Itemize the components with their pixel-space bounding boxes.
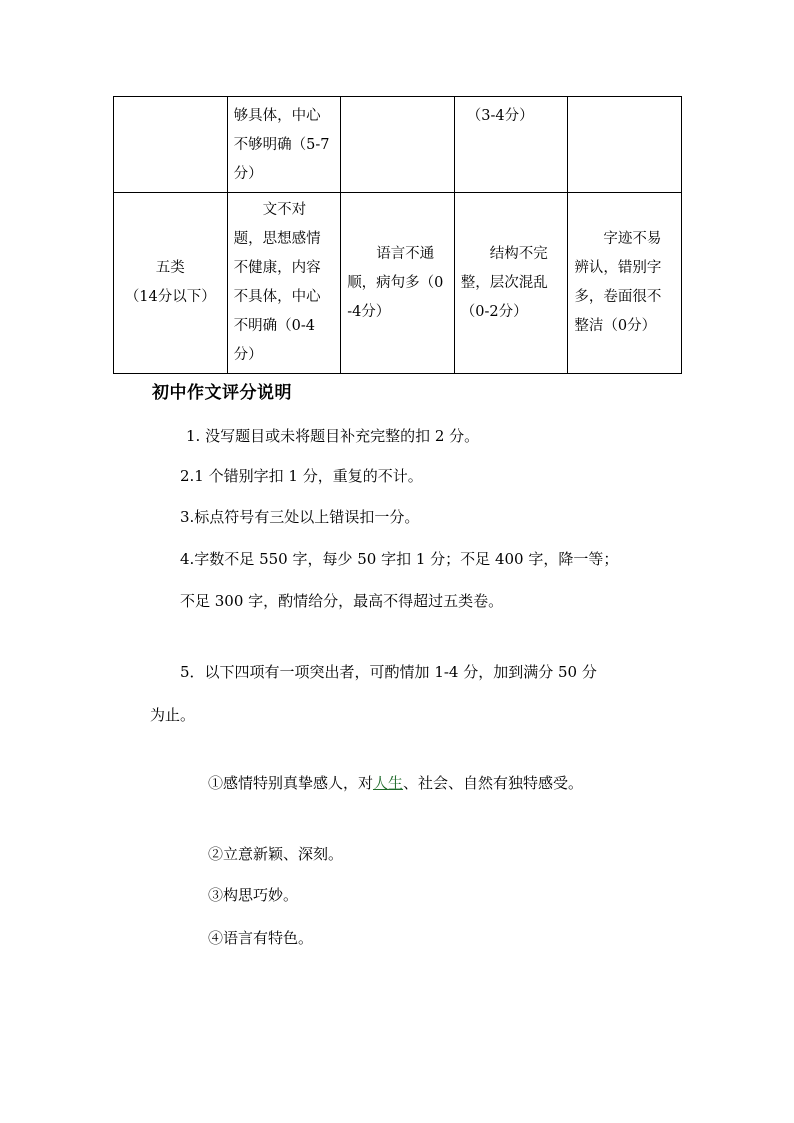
bonus-item-4: ④语言有特色。	[208, 929, 314, 947]
bonus-item-1-term: 人生	[373, 774, 404, 792]
bonus-item-1-rest: 、社会、自然有独特感受。	[403, 774, 584, 792]
table-row	[114, 193, 682, 374]
table-cell	[568, 97, 682, 193]
rule-item-5-line2: 为止。	[150, 706, 196, 724]
bonus-item-2: ②立意新颖、深刻。	[208, 845, 344, 863]
grade-label-cell	[114, 193, 228, 374]
rule-item-2: 2.1 个错别字扣 1 分，重复的不计。	[180, 467, 423, 485]
rule-item-4-line1: 4.字数不足 550 字，每少 50 字扣 1 分；不足 400 字，降一等；	[180, 550, 619, 568]
section-title: 初中作文评分说明	[152, 383, 292, 403]
table-cell: 结构不完整，层次混乱（0-2分）	[454, 193, 568, 374]
rule-item-1: 1. 没写题目或未将题目补充完整的扣 2 分。	[186, 427, 480, 445]
table-cell	[341, 97, 455, 193]
bonus-item-1-text: ①感情特别真挚感人，对	[208, 774, 374, 792]
bonus-item-3: ③构思巧妙。	[208, 886, 299, 904]
grade-range: （14分以下）	[124, 289, 216, 305]
table-cell: 够具体，中心不够明确（5-7分）	[227, 97, 341, 193]
table-cell: （3-4分）	[454, 97, 568, 193]
table-cell: 字迹不易辨认，错别字多，卷面很不整洁（0分）	[568, 193, 682, 374]
bonus-item-1	[208, 771, 583, 795]
table-row	[114, 97, 682, 193]
table-cell: 文不对题，思想感情不健康，内容不具体，中心不明确（0-4分）	[227, 193, 341, 374]
rule-item-5-line1: 5．以下四项有一项突出者，可酌情加 1-4 分，加到满分 50 分	[180, 663, 597, 681]
grade-label: 五类	[155, 260, 185, 276]
table-cell	[114, 97, 228, 193]
rule-item-4-line2: 不足 300 字，酌情给分，最高不得超过五类卷。	[180, 592, 504, 610]
table-cell: 语言不通顺，病句多（0-4分）	[341, 193, 455, 374]
rule-item-3: 3.标点符号有三处以上错误扣一分。	[180, 508, 420, 526]
scoring-table	[113, 96, 682, 374]
